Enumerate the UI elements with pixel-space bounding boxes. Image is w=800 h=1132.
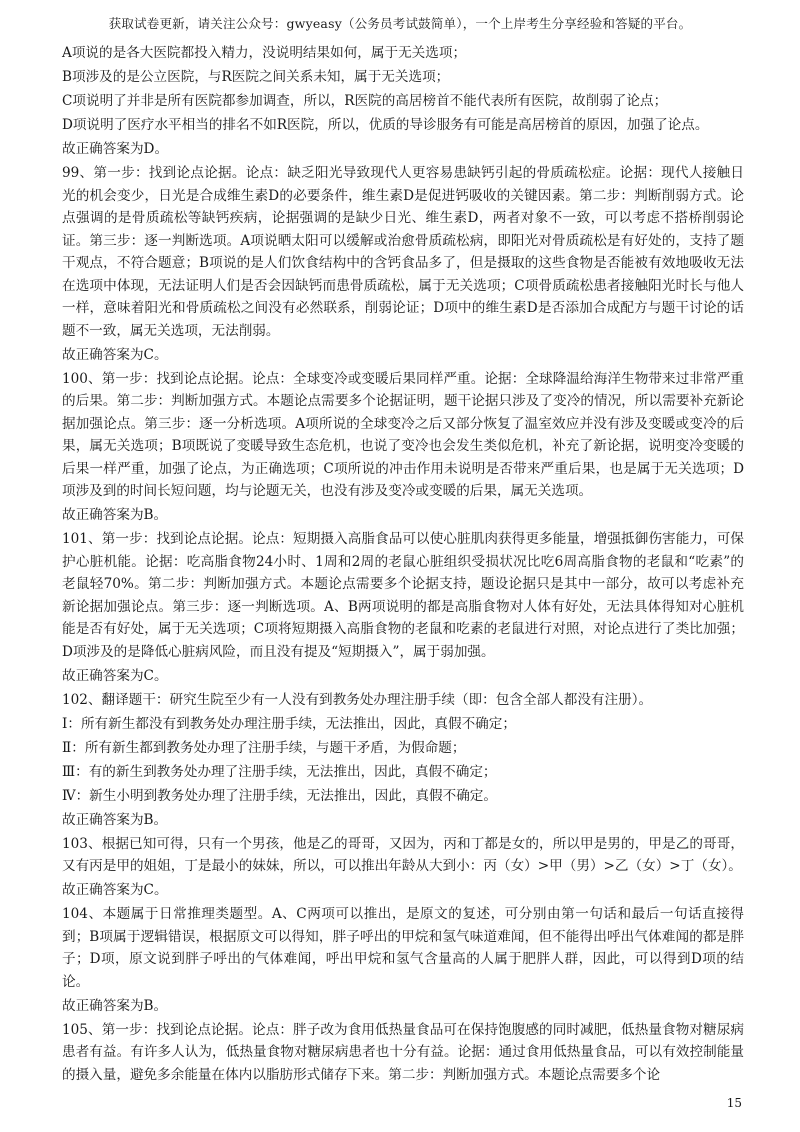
answer-line: 故正确答案为B。 xyxy=(62,997,168,1014)
page-number: 15 xyxy=(726,1096,742,1110)
page-header: 获取试卷更新，请关注公众号：gwyeasy（公务员考试鼓简单），一个上岸考生分享经验和答疑的平台。 xyxy=(108,16,692,31)
paragraph: 101、第一步：找到论点论据。论点：短期摄入高脂食品可以使心脏肌肉获得更多能量，增强抵御伤害能力，可保护心脏机能。论据：吃高脂食物24小时、1周和2周的老鼠心脏组织受损状况比吃6周高脂食物的老鼠和“吃素”的老鼠轻70%。第二步：判断加强方式。本题论点需要多个论据支持，题设论据只是其中一部分，故可以考虑补充新论据加强论点。第三步：逐一判断选项。A、B两项说明的都是高脂食物对人体有好处，无法具体得知对心脏机能是否有好处，属于无关选项；C项将短期摄入高脂食物的老鼠和吃素的老鼠进行对照，对论点进行了类比加强；D项涉及的是降低心脏病风险，而且没有提及“短期摄入”，属于弱加强。 xyxy=(62,531,744,660)
document-body xyxy=(62,42,744,1088)
answer-line: 故正确答案为C。 xyxy=(62,667,168,684)
answer-line: 故正确答案为B。 xyxy=(62,507,168,523)
answer-line: 故正确答案为C。 xyxy=(62,346,168,363)
paragraph: C项说明了并非是所有医院都参加调查，所以，R医院的高居榜首不能代表所有医院，故削弱了论点； xyxy=(62,93,668,109)
paragraph: 102、翻译题干：研究生院至少有一人没有到教务处办理注册手续（即：包含全部人都没有注册）。 xyxy=(62,691,653,708)
answer-line: 故正确答案为D。 xyxy=(62,141,169,157)
paragraph: 104、本题属于日常推理类题型。A、C两项可以推出，是原文的复述，可分别由第一句话和最后一句话直接得到；B项属于逻辑错误，根据原文可以得知，胖子呼出的甲烷和氢气味道难闻，但不能得出呼出气体难闻的都是胖子；D项，原文说到胖子呼出的气体难闻，呼出甲烷和氢气含量高的人属于肥胖人群，因此，可以得到D项的结论。 xyxy=(62,906,744,990)
paragraph: 105、第一步：找到论点论据。论点：胖子改为食用低热量食品可在保持饱腹感的同时减肥，低热量食物对糖尿病患者有益。有许多人认为，低热量食物对糖尿病患者也十分有益。论据：通过食用低热量食品，可以有效控制能量的摄入量，避免多余能量在体内以脂肪形式储存下来。第二步：判断加强方式。本题论点需要多个论 xyxy=(62,1021,744,1083)
paragraph: B项涉及的是公立医院，与R医院之间关系未知，属于无关选项； xyxy=(62,69,450,85)
answer-line: 故正确答案为B。 xyxy=(62,811,168,828)
paragraph: 99、第一步：找到论点论据。论点：缺乏阳光导致现代人更容易患缺钙引起的骨质疏松症。论据：现代人接触日光的机会变少，日光是合成维生素D的必要条件，维生素D是促进钙吸收的关键因素。第二步：判断削弱方式。论点强调的是骨质疏松等缺钙疾病，论据强调的是缺少日光、维生素D，两者对象不一致，可以考虑不搭桥削弱论证。第三步：逐一判断选项。A项说晒太阳可以缓解或治愈骨质疏松病，即阳光对骨质疏松是有好处的，支持了题干观点，不符合题意；B项说的是人们饮食结构中的含钙食品多了，但是摄取的这些食物是否能被有效地吸收无法在选项中体现，无法证明人们是否会因缺钙而患骨质疏松，属于无关选项；C项骨质疏松患者接触阳光时长与他人一样，意味着阳光和骨质疏松之间没有必然联系，削弱论证；D项中的维生素D是否添加合成配方与题干讨论的话题不一致，属无关选项，无法削弱。 xyxy=(62,165,744,339)
paragraph: Ⅳ：新生小明到教务处办理了注册手续，无法推出，因此，真假不确定。 xyxy=(62,787,497,804)
answer-line: 故正确答案为C。 xyxy=(62,882,168,898)
paragraph: D项说明了医疗水平相当的排名不如R医院，所以，优质的导诊服务有可能是高居榜首的原因，加强了论点。 xyxy=(62,117,709,133)
paragraph: 103、根据已知可得，只有一个男孩，他是乙的哥哥，又因为，丙和丁都是女的，所以甲是男的，甲是乙的哥哥，又有丙是甲的姐姐，丁是最小的妹妹，所以，可以推出年龄从大到小：丙（女）>甲（男）>乙（女）>丁（女）。 xyxy=(62,835,744,874)
paragraph: Ⅱ：所有新生都到教务处办理了注册手续，与题干矛盾，为假命题； xyxy=(62,739,466,756)
paragraph: Ⅰ：所有新生都没有到教务处办理注册手续，无法推出，因此，真假不确定； xyxy=(62,715,516,732)
paragraph: 100、第一步：找到论点论据。论点：全球变冷或变暖后果同样严重。论据：全球降温给海洋生物带来过非常严重的后果。第二步：判断加强方式。本题论点需要多个论据证明，题干论据只涉及了变冷的情况，所以需要补充新论据加强论点。第三步：逐一分析选项。A项所说的全球变冷之后又部分恢复了温室效应并没有涉及变暖或变冷的后果，属无关选项；B项既说了变暖导致生态危机，也说了变冷也会发生类似危机，补充了新论据，说明变冷变暖的后果一样严重，加强了论点，为正确选项；C项所说的冲击作用未说明是否带来严重后果，也是属于无关选项；D项涉及到的时间长短问题，均与论题无关，也没有涉及变冷或变暖的后果，属无关选项。 xyxy=(62,370,744,499)
paragraph: A项说的是各大医院都投入精力，没说明结果如何，属于无关选项； xyxy=(62,45,467,61)
paragraph: Ⅲ：有的新生到教务处办理了注册手续，无法推出，因此，真假不确定； xyxy=(62,763,497,780)
